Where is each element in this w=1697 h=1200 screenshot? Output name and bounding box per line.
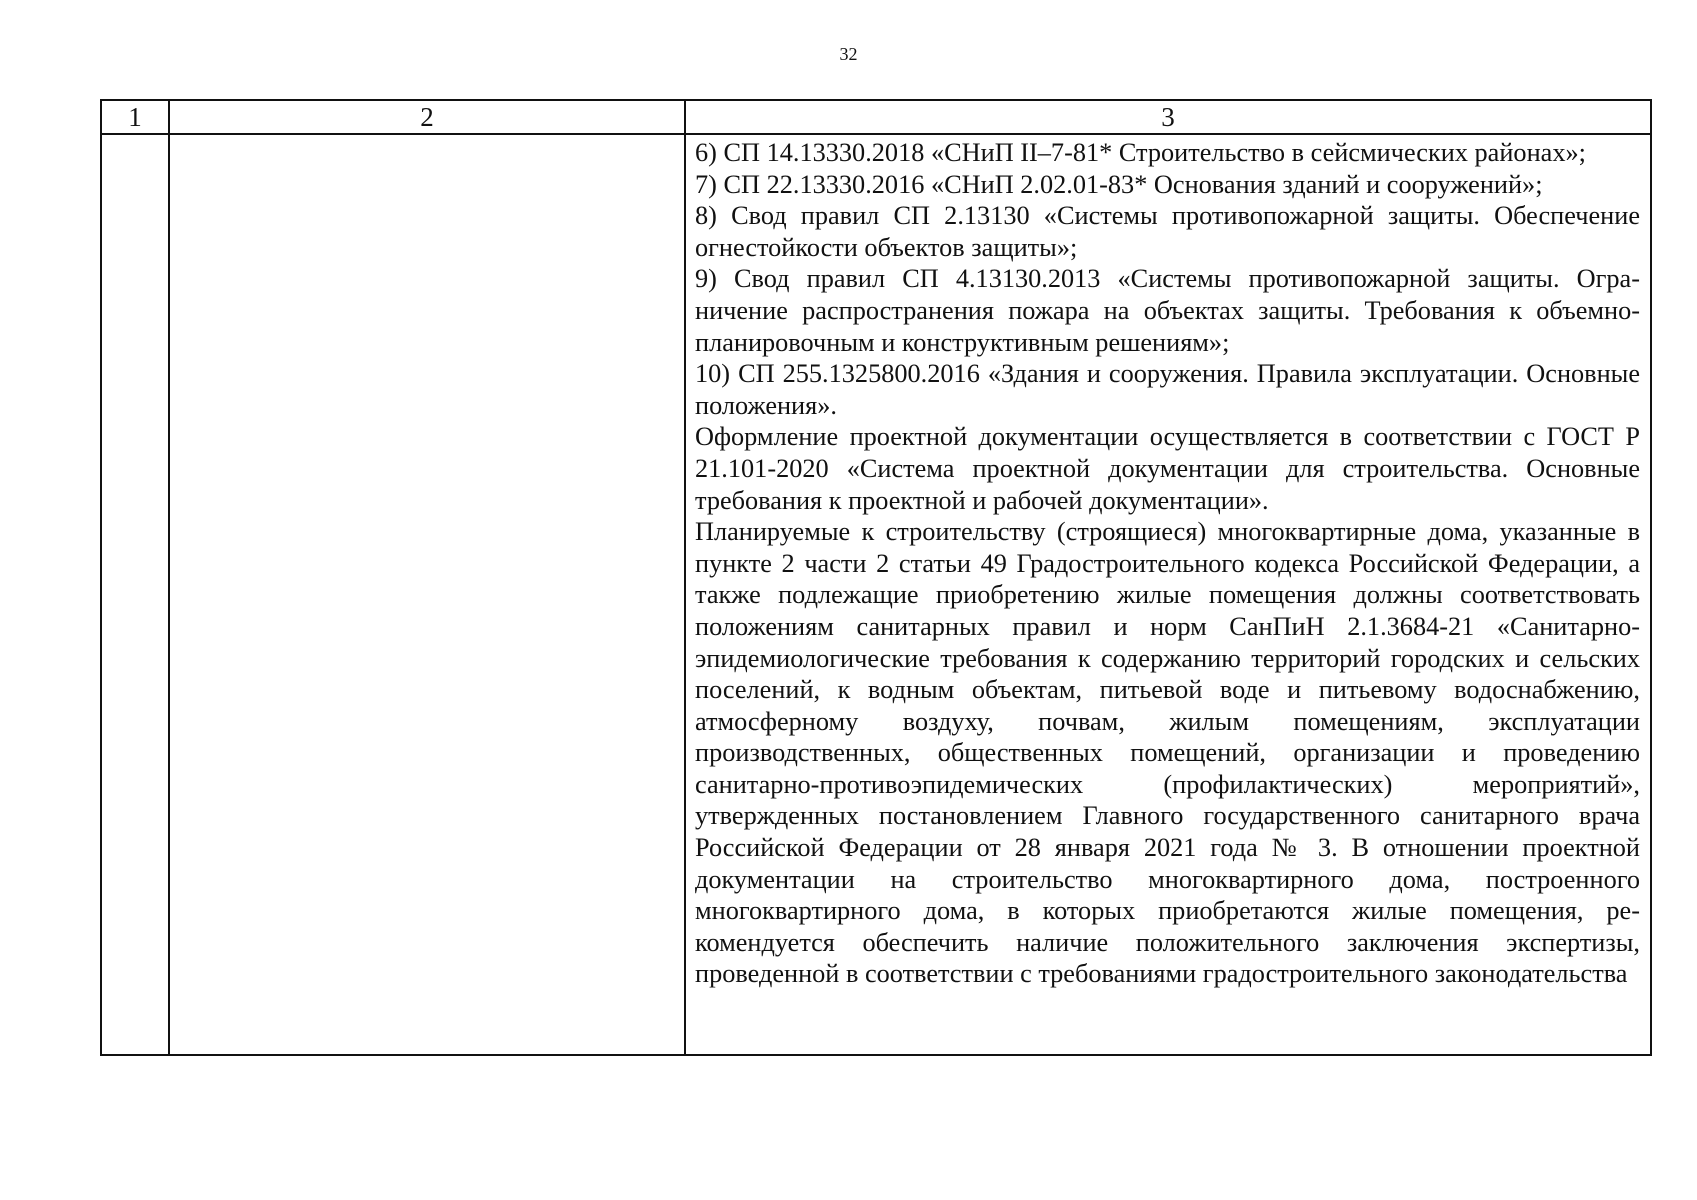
- list-item-sp-2: 8) Свод правил СП 2.13130 «Системы противопожарной защиты. Обеспечение огнестойкости объектов защиты»;: [695, 201, 1640, 262]
- table-row: [101, 134, 1651, 1055]
- column-header-1: 1: [101, 100, 169, 134]
- list-item-sp-255: 10) СП 255.1325800.2016 «Здания и сооружения. Правила эксплуатации. Основные положения».: [695, 359, 1640, 420]
- table-cell-col2: [169, 134, 685, 1055]
- paragraph-sanpin: Планируемые к строительству (строящиеся) многоквартирные дома, указанные в пункте 2 части 2 статьи 49 Градостроительного кодекса Российской Федерации, а также подлежащие приобретению жилые помещения должны соответствовать положениям санитарных правил и норм СанПиН 2.1.3684-21 «Санитарно-эпидемиологические требования к содержанию территорий городских и сельских поселений, к водным объектам, питьевой воде и питьевому водоснабжению, атмосферному воздуху, почвам, жилым помещениям, эксплуатации производственных, общественных помещений, организации и проведению санитарно-противоэпидемических (профилактических) мероприятий», утвержденных постановлением Главного государственного санитарного врача Российской Федерации от 28 января 2021 года № 3. В отношении проектной документации на строительство многоквартирного дома, построенного многоквартирного дома, в которых приобретаются жилые помещения, рекомендуется обеспечить наличие положительного заключения экспертизы, проведенной в соответствии с требованиями градостроительного законодательства: [695, 517, 1640, 989]
- list-item-sp-4: 9) Свод правил СП 4.13130.2013 «Системы противопожарной защиты. Ограничение распространения пожара на объектах защиты. Требования к объемно-планировочным и конструктивным решениям»;: [695, 264, 1640, 357]
- table-cell-col3: [685, 134, 1651, 1055]
- document-table: [100, 99, 1652, 1056]
- column-header-2: 2: [169, 100, 685, 134]
- list-item-sp-14: 6) СП 14.13330.2018 «СНиП II–7-81* Строительство в сейсмических районах»;: [695, 138, 1586, 167]
- paragraph-gost: Оформление проектной документации осуществляется в соответствии с ГОСТ Р 21.101-2020 «Система проектной документации для строительства. Основные требования к проектной и рабочей документации».: [695, 422, 1640, 515]
- page-number: 32: [839, 44, 858, 64]
- table-cell-col1: [101, 134, 169, 1055]
- table-header-row: [101, 100, 1651, 134]
- list-item-sp-22: 7) СП 22.13330.2016 «СНиП 2.02.01-83* Основания зданий и сооружений»;: [695, 169, 1543, 199]
- column-header-3: 3: [685, 100, 1651, 134]
